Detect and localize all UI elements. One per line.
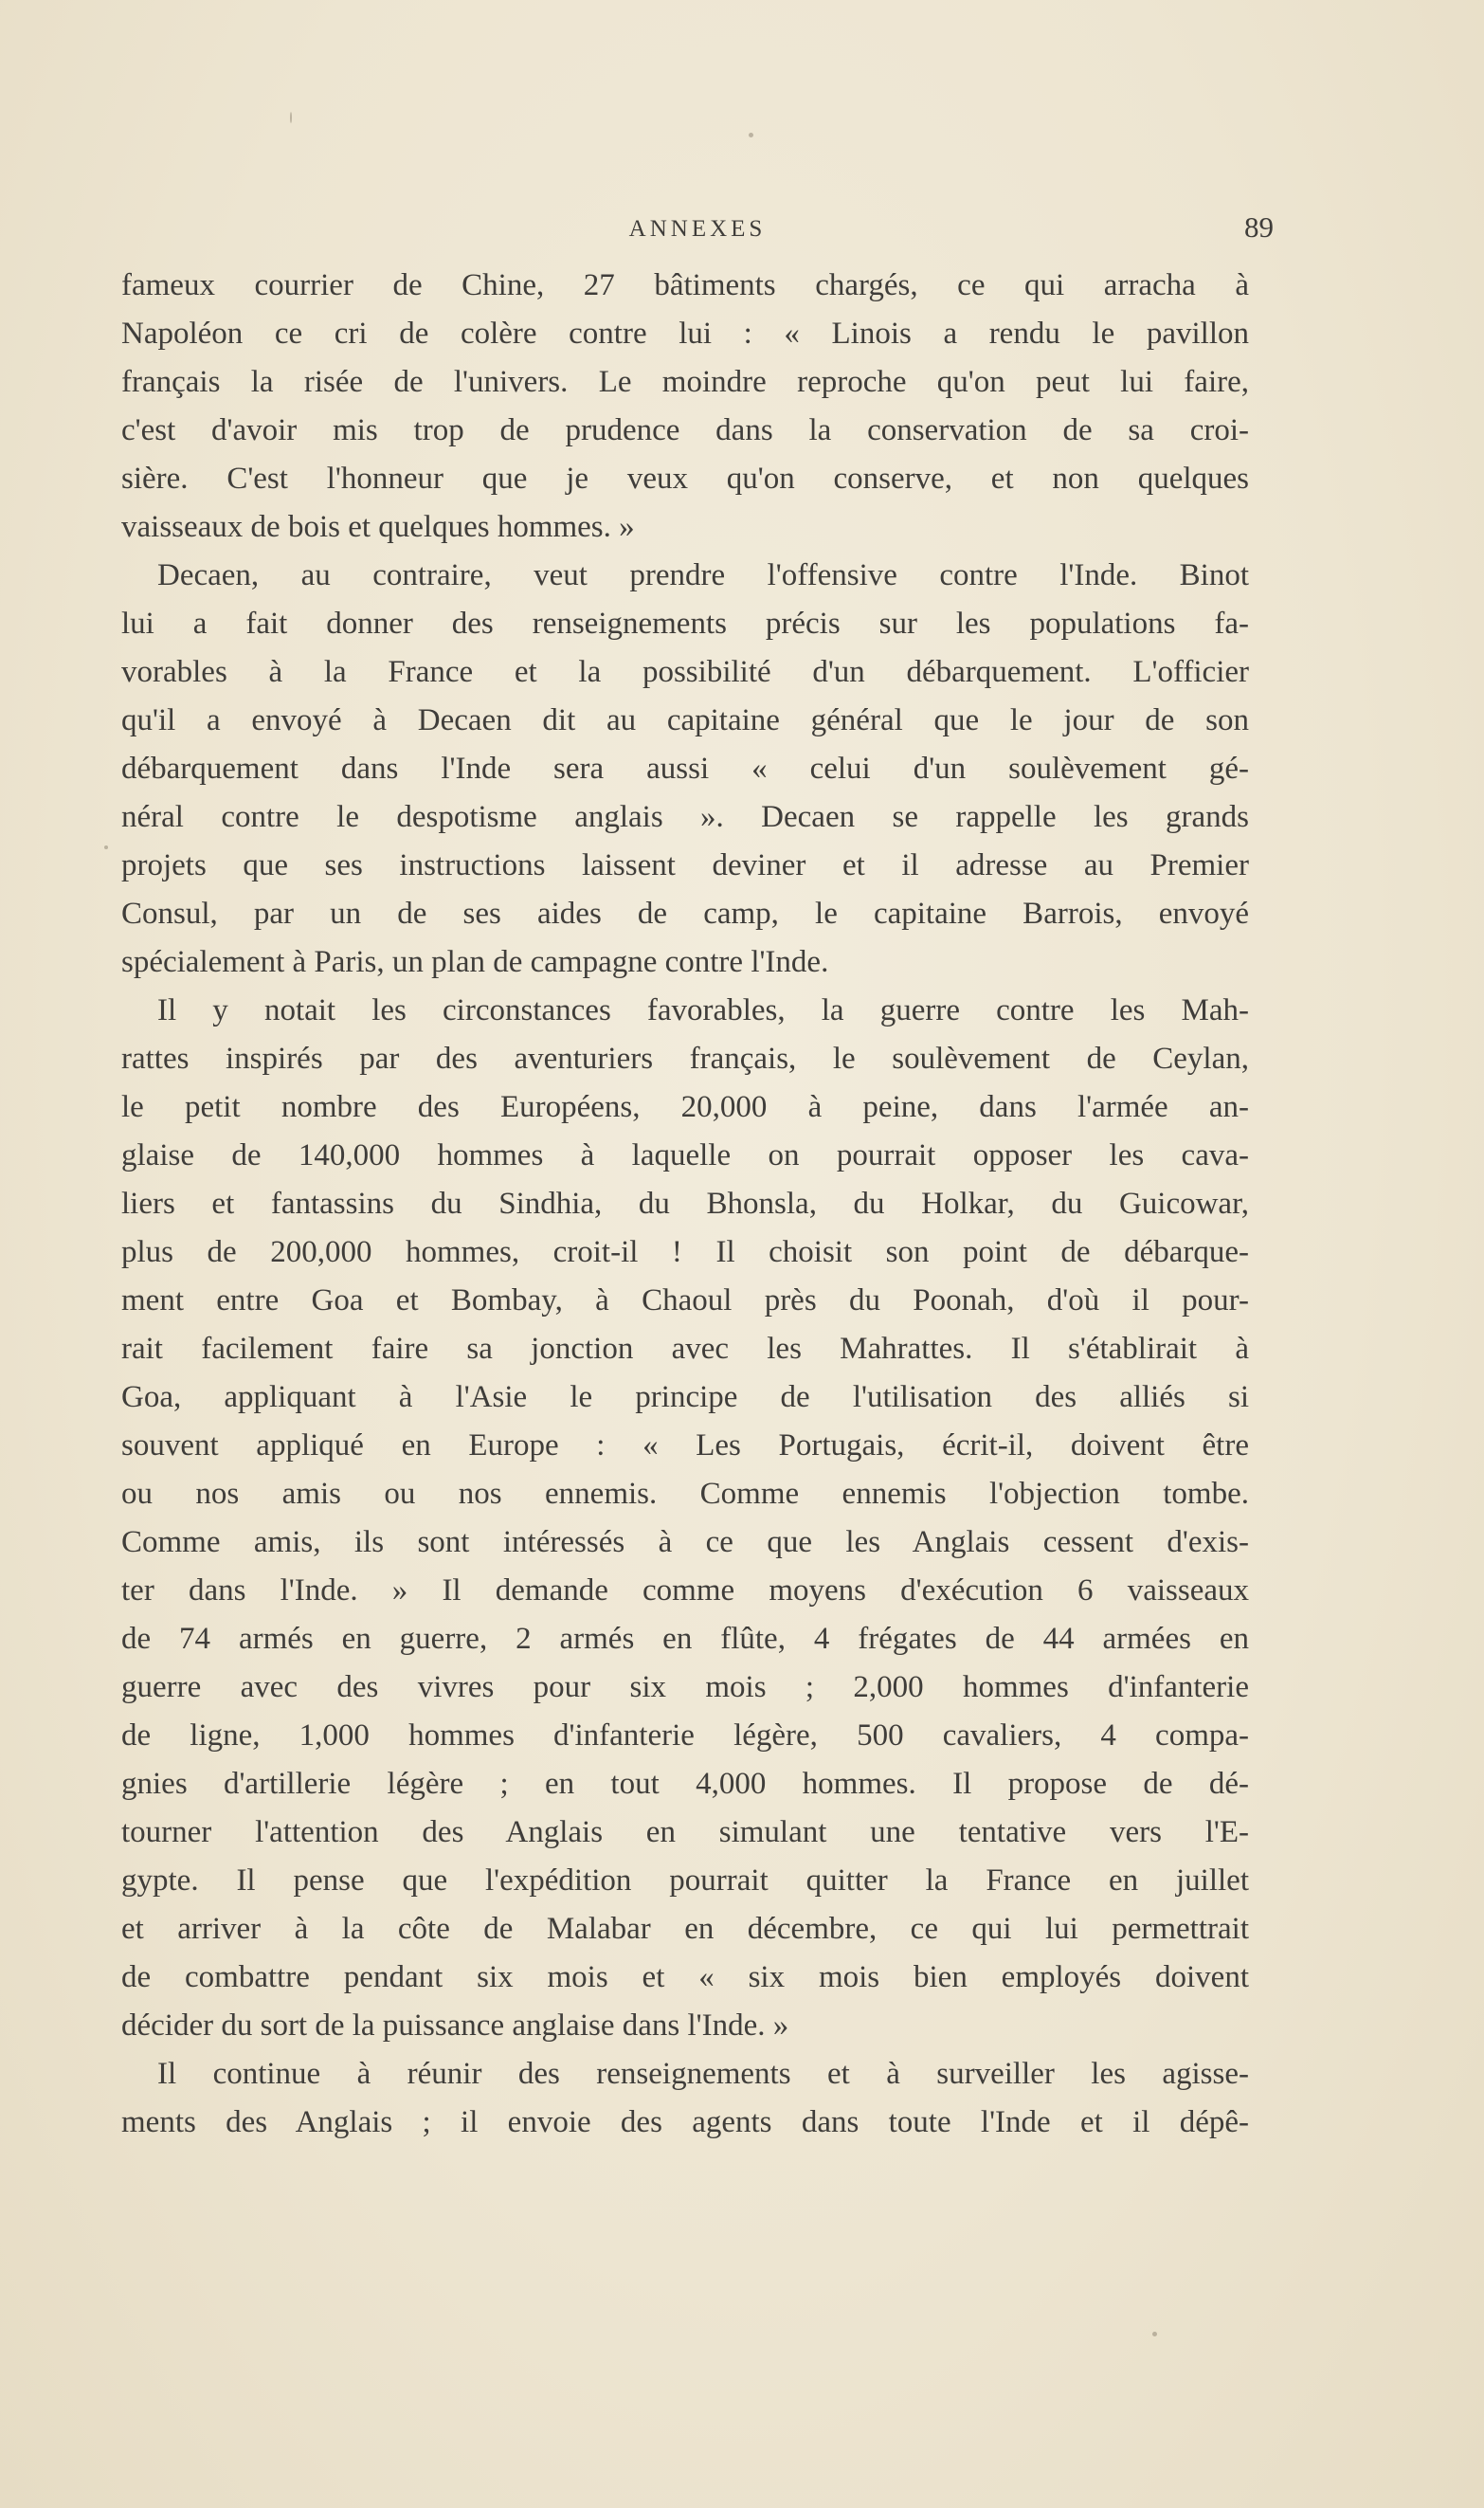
text-line: ment entre Goa et Bombay, à Chaoul près du Poonah, d'où il pour- xyxy=(121,1283,1249,1318)
text-line: rait facilement faire sa jonction avec les Mahrattes. Il s'établirait à xyxy=(121,1332,1249,1366)
running-head: ANNEXES xyxy=(628,216,767,242)
text-line: glaise de 140,000 hommes à laquelle on pourrait opposer les cava- xyxy=(121,1138,1249,1172)
text-line: de 74 armés en guerre, 2 armés en flûte, 4 frégates de 44 armées en xyxy=(121,1622,1249,1656)
text-line: sière. C'est l'honneur que je veux qu'on conserve, et non quelques xyxy=(121,462,1249,496)
text-line: projets que ses instructions laissent deviner et il adresse au Premier xyxy=(121,848,1249,882)
text-line: le petit nombre des Européens, 20,000 à peine, dans l'armée an- xyxy=(121,1090,1249,1124)
text-line: ou nos amis ou nos ennemis. Comme ennemis l'objection tombe. xyxy=(121,1477,1249,1511)
text-line: spécialement à Paris, un plan de campagne contre l'Inde. xyxy=(121,945,829,979)
text-line: Il continue à réunir des renseignements et à surveiller les agisse- xyxy=(157,2057,1249,2091)
text-line: de ligne, 1,000 hommes d'infanterie légère, 500 cavaliers, 4 compa- xyxy=(121,1718,1249,1753)
text-line: gypte. Il pense que l'expédition pourrait quitter la France en juillet xyxy=(121,1863,1249,1898)
text-line: souvent appliqué en Europe : « Les Portugais, écrit-il, doivent être xyxy=(121,1428,1249,1463)
text-line: de combattre pendant six mois et « six mois bien employés doivent xyxy=(121,1960,1249,1994)
text-line: vorables à la France et la possibilité d'un débarquement. L'officier xyxy=(121,655,1249,689)
text-line: ter dans l'Inde. » Il demande comme moyens d'exécution 6 vaisseaux xyxy=(121,1573,1249,1608)
text-line: Comme amis, ils sont intéressés à ce que les Anglais cessent d'exis- xyxy=(121,1525,1249,1559)
paper-speck xyxy=(1152,2332,1157,2336)
text-line: ments des Anglais ; il envoie des agents dans toute l'Inde et il dépê- xyxy=(121,2105,1249,2139)
text-line: vaisseaux de bois et quelques hommes. » xyxy=(121,510,635,544)
text-line: liers et fantassins du Sindhia, du Bhonsla, du Holkar, du Guicowar, xyxy=(121,1187,1249,1221)
text-line: et arriver à la côte de Malabar en décembre, ce qui lui permettrait xyxy=(121,1912,1249,1946)
paper-speck xyxy=(290,112,292,123)
text-line: Decaen, au contraire, veut prendre l'offensive contre l'Inde. Binot xyxy=(157,558,1249,592)
text-line: fameux courrier de Chine, 27 bâtiments chargés, ce qui arracha à xyxy=(121,268,1249,302)
text-line: tourner l'attention des Anglais en simulant une tentative vers l'E- xyxy=(121,1815,1249,1849)
text-line: rattes inspirés par des aventuriers français, le soulèvement de Ceylan, xyxy=(121,1042,1249,1076)
text-line: Napoléon ce cri de colère contre lui : « Linois a rendu le pavillon xyxy=(121,317,1249,351)
body-text xyxy=(121,262,1249,2147)
text-line: néral contre le despotisme anglais ». Decaen se rappelle les grands xyxy=(121,800,1249,834)
text-line: qu'il a envoyé à Decaen dit au capitaine général que le jour de son xyxy=(121,703,1249,737)
paper-speck xyxy=(749,133,753,137)
text-line: Il y notait les circonstances favorables, la guerre contre les Mah- xyxy=(157,993,1249,1027)
paper-speck xyxy=(104,845,108,849)
text-line: décider du sort de la puissance anglaise dans l'Inde. » xyxy=(121,2008,789,2043)
text-line: plus de 200,000 hommes, croit-il ! Il choisit son point de débarque- xyxy=(121,1235,1249,1269)
text-line: français la risée de l'univers. Le moindre reproche qu'on peut lui faire, xyxy=(121,365,1249,399)
page-header xyxy=(121,210,1274,248)
text-line: débarquement dans l'Inde sera aussi « celui d'un soulèvement gé- xyxy=(121,752,1249,786)
text-line: guerre avec des vivres pour six mois ; 2,000 hommes d'infanterie xyxy=(121,1670,1249,1704)
page-number: 89 xyxy=(1244,210,1274,244)
text-line: gnies d'artillerie légère ; en tout 4,000 hommes. Il propose de dé- xyxy=(121,1767,1249,1801)
text-line: Consul, par un de ses aides de camp, le capitaine Barrois, envoyé xyxy=(121,897,1249,931)
text-line: lui a fait donner des renseignements précis sur les populations fa- xyxy=(121,607,1249,641)
text-line: c'est d'avoir mis trop de prudence dans la conservation de sa croi- xyxy=(121,413,1249,447)
text-line: Goa, appliquant à l'Asie le principe de l'utilisation des alliés si xyxy=(121,1380,1249,1414)
